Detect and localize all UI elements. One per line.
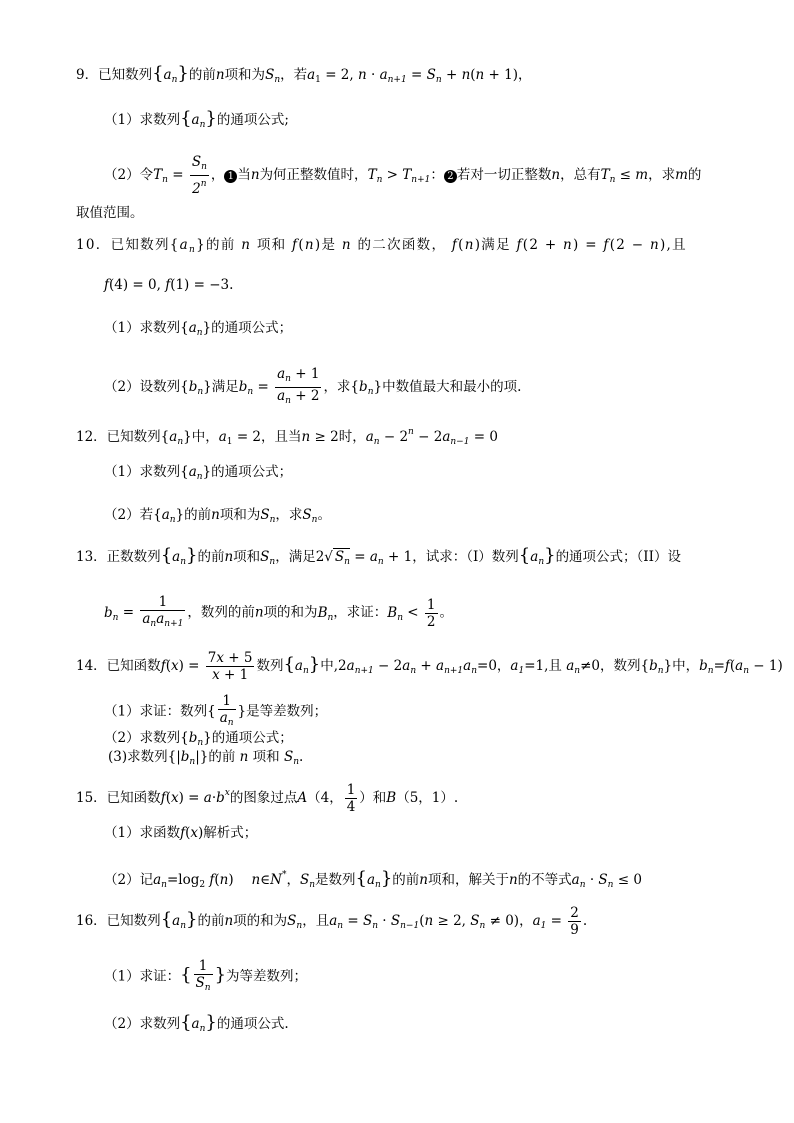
problem-16-part-1: （1）求证：{ $\frac{1}{S_n}$ }为等差数列； <box>104 958 308 993</box>
problem-16-part-2: （2）求数列$\{a_n\}$的通项公式. <box>104 1012 289 1034</box>
problem-10-stem-cont: f(4) = 0, f(1) = −3. <box>104 277 234 293</box>
problem-16-stem: 16．已知数列$\{a_n\}$的前n项的和为$S_n$，且$a_n = S_n \cdot S_{n-1}(n \ge 2$, $S_n \ne 0$)，$a_1$ = $\frac{2}{9}$ . <box>76 905 588 938</box>
problem-15-part-2: （2）记$a_n=\log_2$ f(n) n∈N*，$S_n$是数列$\{a_n\}$的前n项和，解关于n的不等式$a_n \cdot S_n \le 0$ <box>104 868 642 890</box>
problem-10-part-1: （1）求数列$\{a_n\}$的通项公式； <box>104 320 293 338</box>
problem-number: 9 <box>76 67 85 83</box>
problem-12-part-2: （2）若$\{a_n\}$的前n项和为$S_n$，求$S_n$。 <box>104 507 331 525</box>
problem-9-part-2: （2）令$T_n$ = $\frac{S_n}{2^n}$ ， 1 当n为何正整数值时，$T_n > T_{n+1}$： 2 若对一切正整数n，总有$T_n \le m$，求m的 <box>104 154 702 197</box>
problem-15-stem: 15．已知函数$f(x) = a\cdot b^x$的图象过点A（4， $\frac{1}{4}$ ）和B（5，1）. <box>76 782 459 815</box>
problem-9-part-1: （1）求数列$\{a_n\}$的通项公式; <box>104 108 289 130</box>
problem-10-stem: 10．已知数列$\{a_n\}$的前 n 项和 f(n)是 n 的二次函数， f(n)满足 f(2 + n) = f(2 − n),且 <box>76 237 687 255</box>
problem-14-part-3: (3)求数列$\{|b_n|\}$的前 n 项和 $S_n$. <box>108 749 304 767</box>
problem-15-part-1: （1）求函数f(x)解析式； <box>104 825 258 841</box>
problem-13-part: $b_n$ = $\frac{1}{a_na_{n+1}}$ ，数列的前n项的和为$B_n$，求证：$B_n$ < $\frac{1}{2}$ 。 <box>104 594 453 630</box>
problem-14-part-2: （2）求数列$\{b_n\}$的通项公式； <box>104 730 293 748</box>
problem-10-part-2: （2）设数列$\{b_n\}$满足$b_n$ = $\frac{a_n + 1}{a_n + 2}$ ，求$\{b_n\}$中数值最大和最小的项. <box>104 366 522 406</box>
problem-13-stem: 13．正数数列$\{a_n\}$的前n项和$S_n$，满足2√ $S_n = a_n + 1$，试求：（I）数列$\{a_n\}$的通项公式；（II）设 <box>76 545 681 567</box>
problem-14-stem: 14．已知函数f(x) = $\frac{7x + 5}{x + 1}$ 数列$\{a_n\}$中$,2a_{n+1} - 2a_n + a_{n+1}a_n=0$，$a_1=1$,且 $a_n\ne 0$，数列$\{b_n\}$中，$b_n=f(a_n - 1)$ <box>76 650 783 683</box>
problem-9-stem: 9．已知数列$\{a_n\}$的前n项和为$S_n$，若$a_1 = 2$, $n \cdot a_{n+1} = S_n + n(n + 1)$， <box>76 63 532 85</box>
problem-14-part-1: （1）求证：数列{ $\frac{1}{a_n}$ }是等差数列； <box>104 693 328 728</box>
problem-12-part-1: （1）求数列$\{a_n\}$的通项公式； <box>104 464 293 482</box>
problem-9-part-2-cont: 取值范围。 <box>76 205 144 221</box>
problem-12-stem: 12．已知数列$\{a_n\}$中，$a_1 = 2$，且当n ≥ 2时，$a_n - 2^n - 2a_{n-1} = 0$ <box>76 427 498 447</box>
